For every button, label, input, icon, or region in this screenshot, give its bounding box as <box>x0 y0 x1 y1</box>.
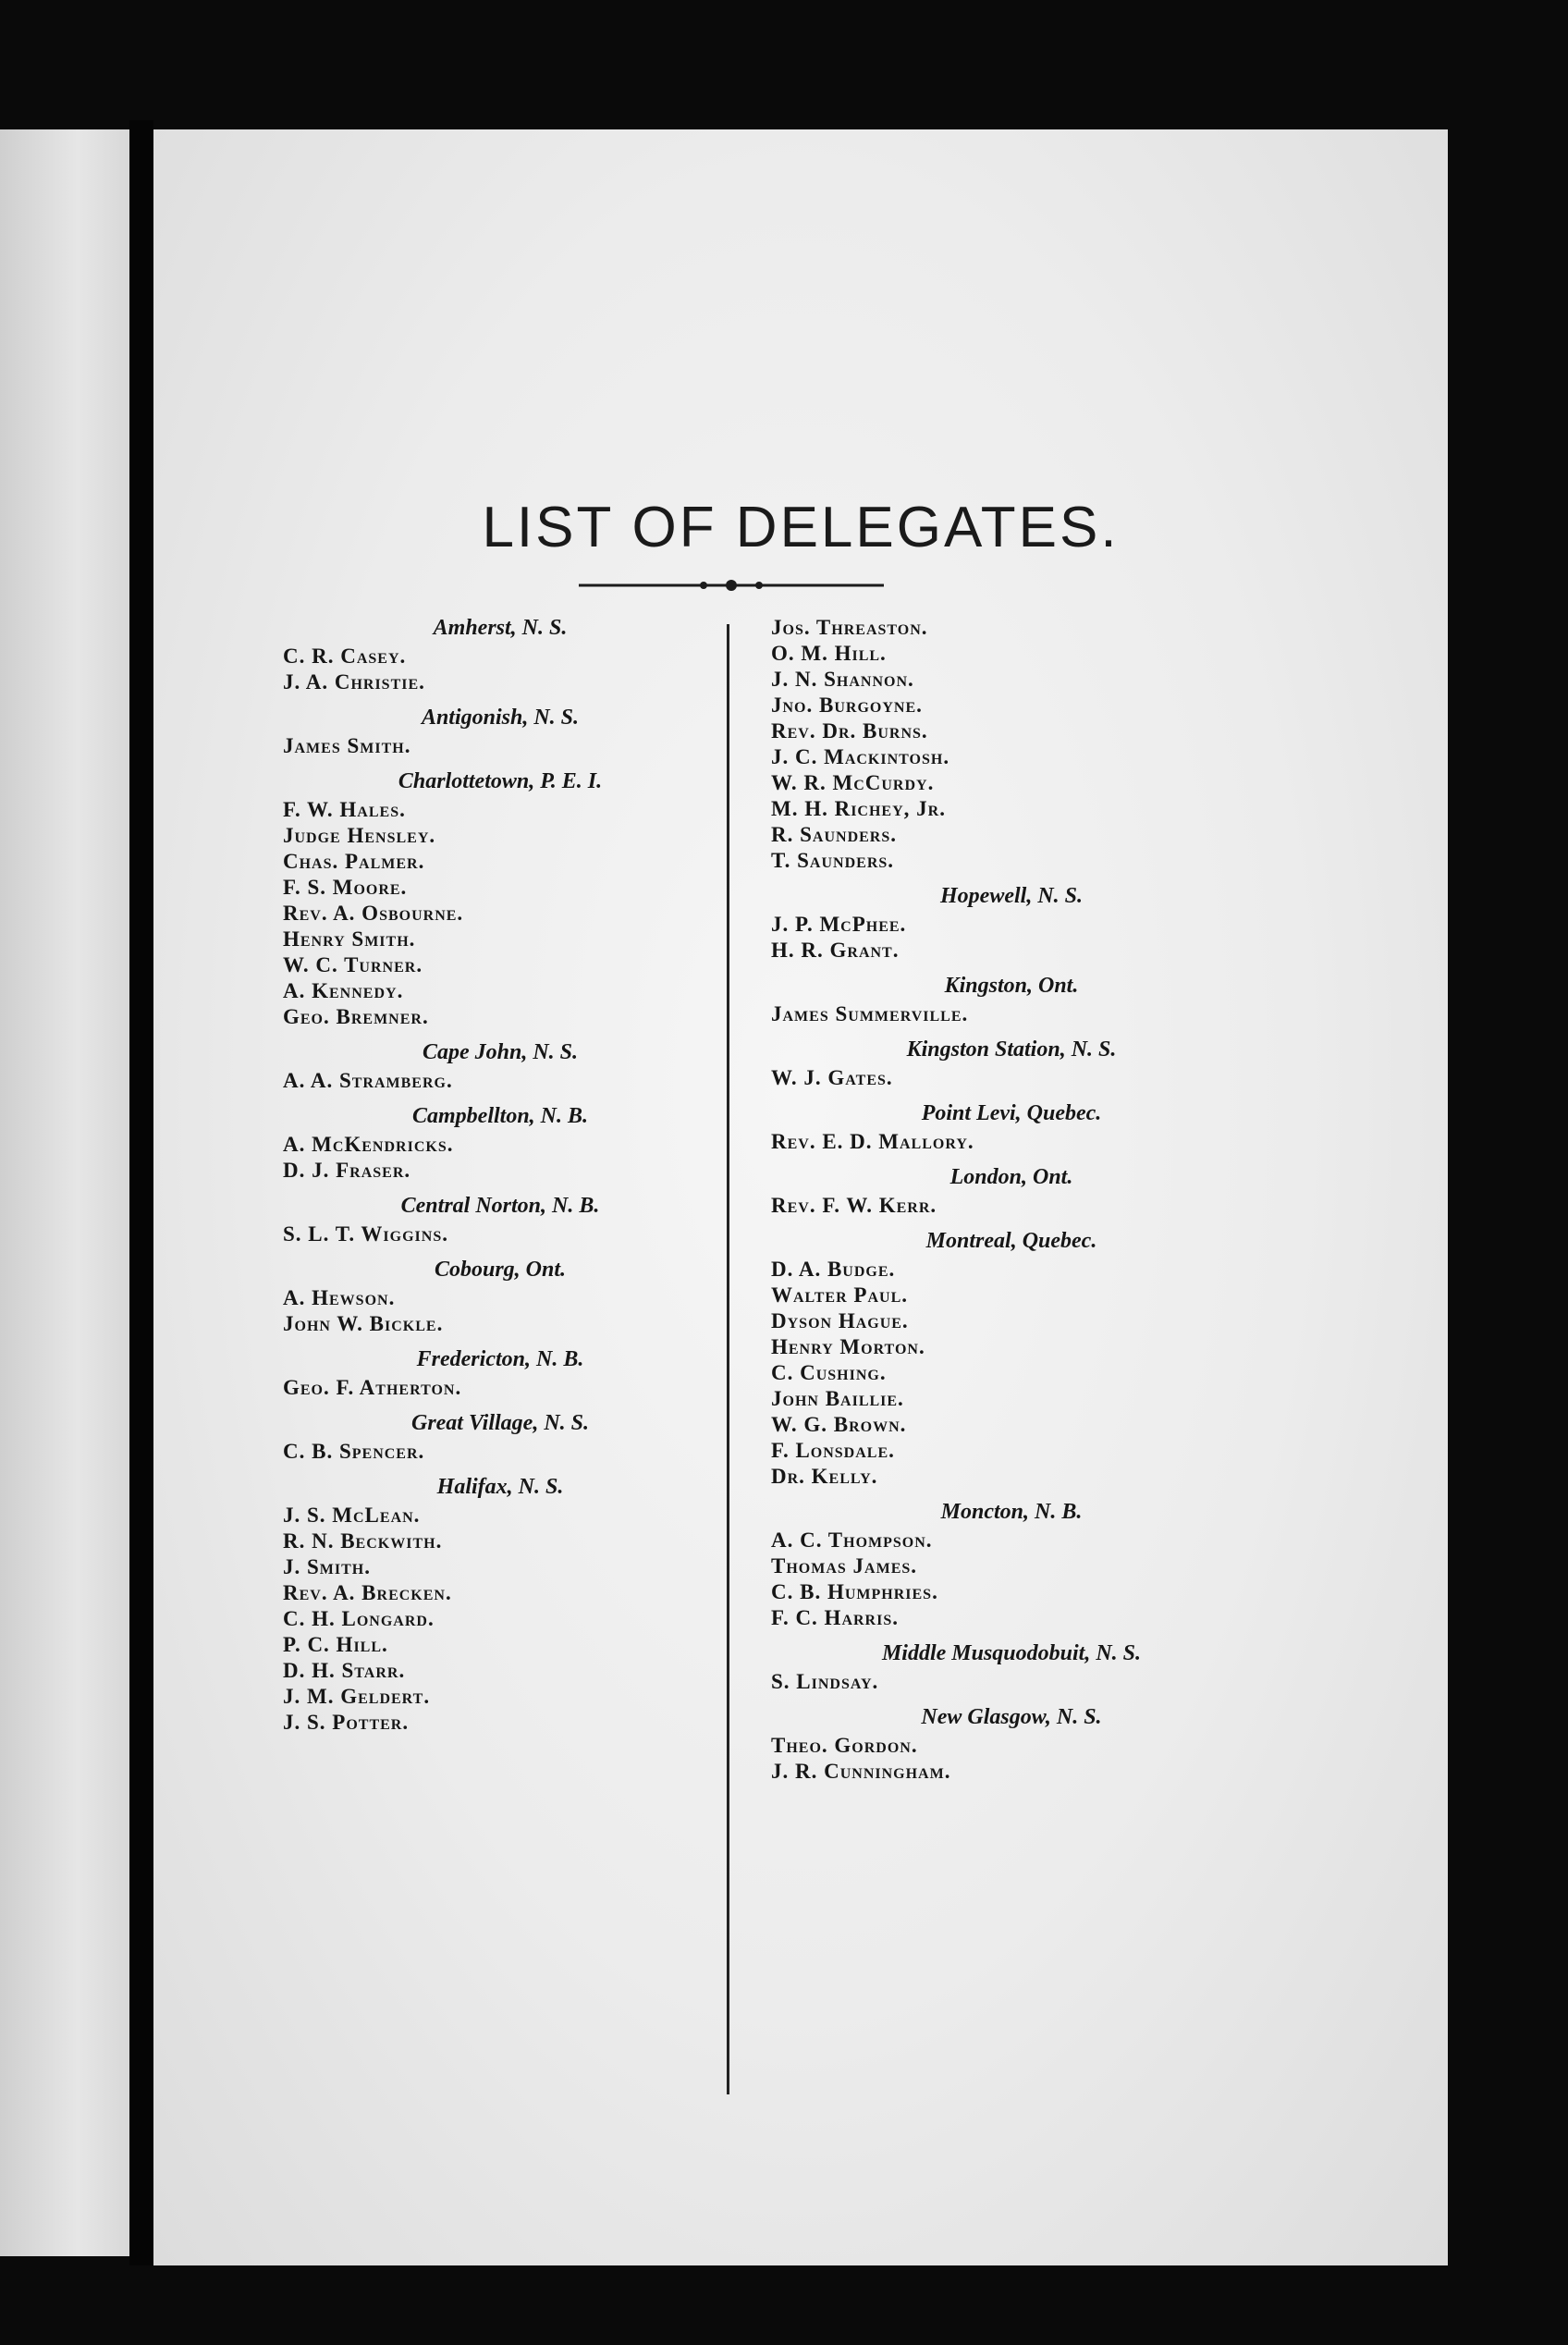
delegate-group-kingston-ont <box>771 973 1252 1027</box>
delegate-name: Henry Morton. <box>771 1335 925 1358</box>
delegate-name: J. A. Christie. <box>283 670 425 694</box>
delegate-name: James Smith. <box>283 734 411 757</box>
delegate-name: J. M. Geldert. <box>283 1685 431 1708</box>
delegate-group-continued <box>771 615 1252 874</box>
delegate-group-campbellton-n-b <box>283 1103 717 1184</box>
delegate-name: Theo. Gordon. <box>771 1734 918 1757</box>
delegate-name: Dr. Kelly. <box>771 1465 878 1488</box>
delegate-name: D. H. Starr. <box>283 1659 406 1682</box>
delegate-group-cape-john-n-s <box>283 1039 717 1094</box>
delegate-name: W. G. Brown. <box>771 1413 907 1436</box>
delegate-group-moncton-n-b <box>771 1499 1252 1631</box>
delegate-name: A. C. Thompson. <box>771 1529 933 1552</box>
delegate-name: J. Smith. <box>283 1555 371 1578</box>
place-heading: Central Norton, N. B. <box>400 1194 600 1218</box>
delegate-group-montreal-quebec <box>771 1228 1252 1490</box>
delegate-group-charlottetown-p-e-i <box>283 768 717 1030</box>
place-heading: Cobourg, Ont. <box>434 1258 567 1282</box>
place-heading: Campbellton, N. B. <box>411 1104 589 1128</box>
delegate-group-amherst-n-s <box>283 615 717 695</box>
delegate-name: Rev. Dr. Burns. <box>771 719 928 743</box>
place-heading: New Glasgow, N. S. <box>921 1705 1102 1729</box>
place-heading: Fredericton, N. B. <box>416 1347 584 1371</box>
delegate-name: Rev. A. Osbourne. <box>283 902 464 925</box>
delegate-name: Rev. F. W. Kerr. <box>771 1194 937 1217</box>
place-heading: Amherst, N. S. <box>433 616 568 640</box>
delegate-group-central-norton-n-b <box>283 1193 717 1247</box>
delegate-name: O. M. Hill. <box>771 642 887 665</box>
delegate-name: A. Kennedy. <box>283 979 404 1002</box>
place-heading: Point Levi, Quebec. <box>921 1101 1102 1125</box>
delegate-name: C. B. Humphries. <box>771 1580 938 1603</box>
place-heading: Montreal, Quebec. <box>925 1229 1097 1253</box>
delegate-name: T. Saunders. <box>771 849 895 872</box>
delegate-name: F. Lonsdale. <box>771 1439 895 1462</box>
place-heading: Cape John, N. S. <box>422 1040 579 1064</box>
delegate-name: Henry Smith. <box>283 927 416 951</box>
delegate-name: John Baillie. <box>771 1387 904 1410</box>
delegate-name: Chas. Palmer. <box>283 850 425 873</box>
delegate-name: M. H. Richey, Jr. <box>771 797 946 820</box>
delegate-group-hopewell-n-s <box>771 883 1252 964</box>
delegate-name: J. R. Cunningham. <box>771 1760 951 1783</box>
delegate-name: A. Hewson. <box>283 1286 396 1309</box>
delegates-right-column <box>771 615 1252 1785</box>
delegate-name: C. Cushing. <box>771 1361 887 1384</box>
delegate-name: F. C. Harris. <box>771 1606 899 1629</box>
document-page <box>153 129 1448 2265</box>
delegate-name: J. N. Shannon. <box>771 668 914 691</box>
delegate-group-halifax-n-s <box>283 1474 717 1736</box>
delegate-name: Thomas James. <box>771 1554 918 1578</box>
place-heading: Moncton, N. B. <box>940 1500 1083 1524</box>
delegate-name: Jno. Burgoyne. <box>771 694 923 717</box>
delegate-group-cobourg-ont <box>283 1257 717 1337</box>
delegate-name: J. S. Potter. <box>283 1711 410 1734</box>
delegate-name: S. Lindsay. <box>771 1670 879 1693</box>
place-heading: Charlottetown, P. E. I. <box>398 769 603 793</box>
delegate-group-new-glasgow-n-s <box>771 1704 1252 1785</box>
delegate-name: F. W. Hales. <box>283 798 406 821</box>
delegate-name: R. N. Beckwith. <box>283 1529 443 1553</box>
column-divider <box>727 624 729 2094</box>
delegate-name: Judge Hensley. <box>283 824 436 847</box>
page-title: LIST OF DELEGATES. <box>482 496 1120 559</box>
delegate-name: James Summerville. <box>771 1002 969 1025</box>
delegate-name: C. H. Longard. <box>283 1607 435 1630</box>
delegate-group-point-levi-quebec <box>771 1100 1252 1155</box>
delegate-name: Rev. E. D. Mallory. <box>771 1130 974 1153</box>
delegate-name: H. R. Grant. <box>771 939 900 962</box>
place-heading: Kingston Station, N. S. <box>906 1037 1117 1062</box>
place-heading: Antigonish, N. S. <box>421 706 580 730</box>
delegate-name: J. S. McLean. <box>283 1504 421 1527</box>
delegate-name: W. R. McCurdy. <box>771 771 935 794</box>
delegate-name: R. Saunders. <box>771 823 897 846</box>
delegate-name: Rev. A. Brecken. <box>283 1581 452 1604</box>
delegate-name: W. C. Turner. <box>283 953 423 976</box>
delegate-name: D. J. Fraser. <box>283 1159 411 1182</box>
delegate-name: F. S. Moore. <box>283 876 408 899</box>
delegate-group-antigonish-n-s <box>283 705 717 759</box>
delegate-name: C. B. Spencer. <box>283 1440 425 1463</box>
delegate-name: J. C. Mackintosh. <box>771 745 950 768</box>
delegate-name: S. L. T. Wiggins. <box>283 1222 448 1246</box>
delegate-group-london-ont <box>771 1164 1252 1219</box>
delegate-name: Jos. Threaston. <box>771 616 928 639</box>
delegate-group-fredericton-n-b <box>283 1346 717 1401</box>
place-heading: Great Village, N. S. <box>410 1411 589 1435</box>
place-heading: Hopewell, N. S. <box>940 884 1083 908</box>
book-gutter <box>129 120 153 2265</box>
delegate-name: Dyson Hague. <box>771 1309 909 1332</box>
delegate-name: John W. Bickle. <box>283 1312 444 1335</box>
delegate-name: P. C. Hill. <box>283 1633 388 1656</box>
delegate-name: W. J. Gates. <box>771 1066 893 1089</box>
adjacent-page-edge <box>0 129 129 2256</box>
delegate-group-middle-musquodobuit-n-s <box>771 1640 1252 1695</box>
delegate-name: D. A. Budge. <box>771 1258 896 1281</box>
delegate-name: A. McKendricks. <box>283 1133 454 1156</box>
delegate-name: Walter Paul. <box>771 1283 908 1307</box>
delegate-name: Geo. Bremner. <box>283 1005 429 1028</box>
place-heading: Kingston, Ont. <box>944 974 1079 998</box>
delegate-name: J. P. McPhee. <box>771 913 907 936</box>
delegates-left-column <box>283 615 717 1736</box>
delegate-name: A. A. Stramberg. <box>283 1069 453 1092</box>
title-ornament-rule <box>579 578 884 593</box>
place-heading: Halifax, N. S. <box>436 1475 564 1499</box>
delegate-group-great-village-n-s <box>283 1410 717 1465</box>
delegate-group-kingston-station-n-s <box>771 1037 1252 1091</box>
delegate-name: C. R. Casey. <box>283 645 407 668</box>
place-heading: London, Ont. <box>949 1165 1073 1189</box>
delegate-name: Geo. F. Atherton. <box>283 1376 462 1399</box>
place-heading: Middle Musquodobuit, N. S. <box>881 1641 1142 1665</box>
